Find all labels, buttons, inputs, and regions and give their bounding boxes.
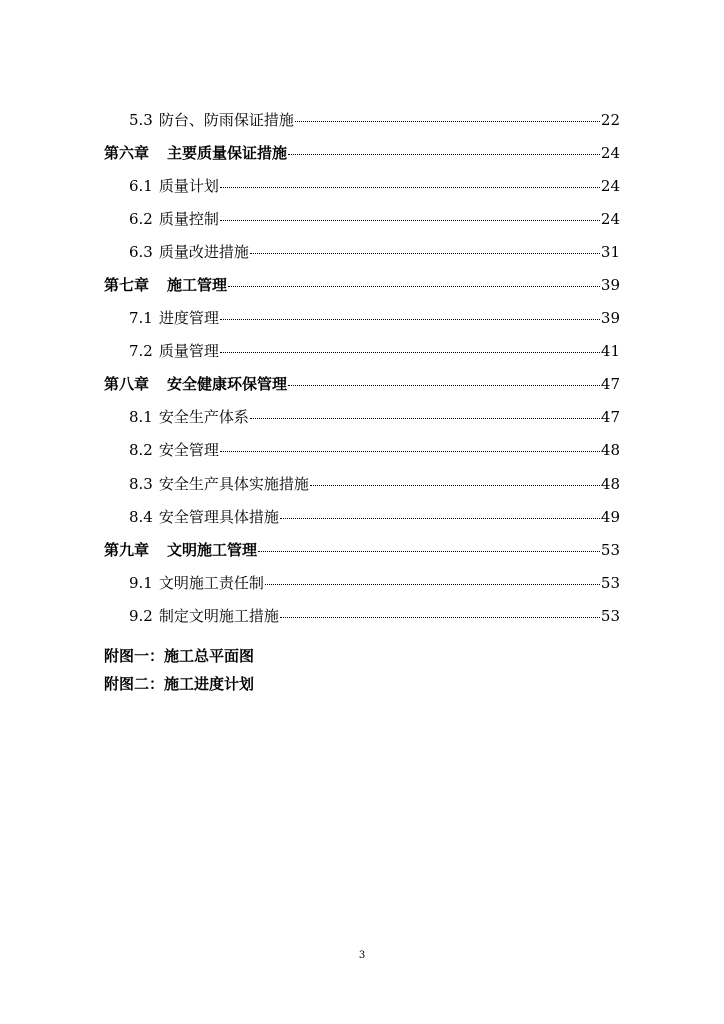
toc-entry-title: 进度管理 (158, 309, 219, 327)
toc-entry-title: 质量管理 (158, 342, 219, 360)
toc-entry-page: 31 (600, 243, 620, 261)
toc-entry-number: 6.3 (129, 243, 153, 261)
toc-chapter-number: 第八章 (104, 375, 150, 393)
dot-leader (280, 518, 600, 519)
toc-entry-number: 7.1 (129, 309, 153, 327)
dot-leader (220, 220, 600, 221)
toc-entry[interactable] (129, 176, 620, 196)
toc-entry-page: 49 (600, 508, 620, 526)
appendix-entry[interactable]: 附图二：施工进度计划 (104, 675, 255, 693)
toc-entry-page: 24 (600, 144, 620, 162)
toc-chapter-number: 第六章 (104, 144, 150, 162)
toc-entry-page: 47 (600, 375, 620, 393)
dot-leader (288, 385, 600, 386)
dot-leader (295, 121, 600, 122)
appendix-entry[interactable]: 附图一：施工总平面图 (104, 647, 255, 665)
toc-entry-page: 47 (600, 408, 620, 426)
toc-entry-page: 39 (600, 276, 620, 294)
toc-entry-page: 53 (600, 574, 620, 592)
toc-entry-title: 质量计划 (158, 177, 219, 195)
toc-entry-title: 防台、防雨保证措施 (158, 111, 294, 129)
toc-entry-number: 9.1 (129, 574, 153, 592)
toc-chapter-number: 第九章 (104, 541, 150, 559)
toc-entry-page: 24 (600, 210, 620, 228)
toc-entry[interactable] (129, 407, 620, 427)
toc-entry-number: 8.4 (129, 508, 153, 526)
dot-leader (265, 584, 600, 585)
toc-entry-page: 48 (600, 441, 620, 459)
toc-entry[interactable] (129, 242, 620, 262)
toc-chapter-entry[interactable] (104, 275, 620, 295)
toc-entry-number: 6.1 (129, 177, 153, 195)
toc-entry-number: 8.2 (129, 441, 153, 459)
toc-chapter-title: 施工管理 (167, 276, 228, 294)
toc-entry-number: 9.2 (129, 607, 153, 625)
dot-leader (280, 617, 600, 618)
dot-leader (258, 551, 600, 552)
toc-entry-number: 7.2 (129, 342, 153, 360)
toc-chapter-entry[interactable] (104, 374, 620, 394)
toc-chapter-title: 主要质量保证措施 (167, 144, 288, 162)
toc-chapter-entry[interactable] (104, 540, 620, 560)
toc-entry-title: 安全管理 (158, 441, 219, 459)
toc-entry-page: 53 (600, 607, 620, 625)
toc-entry-title: 安全生产具体实施措施 (158, 475, 309, 493)
toc-entry[interactable] (129, 308, 620, 328)
toc-entry-title: 安全管理具体措施 (158, 508, 279, 526)
dot-leader (310, 485, 600, 486)
toc-entry[interactable] (129, 209, 620, 229)
toc-entry-title: 制定文明施工措施 (158, 607, 279, 625)
toc-entry-page: 48 (600, 475, 620, 493)
toc-entry-page: 22 (600, 111, 620, 129)
toc-entry[interactable] (129, 606, 620, 626)
dot-leader (228, 286, 600, 287)
toc-entry-number: 5.3 (129, 111, 153, 129)
toc-entry-page: 53 (600, 541, 620, 559)
toc-entry-title: 安全生产体系 (158, 408, 249, 426)
toc-entry-title: 质量控制 (158, 210, 219, 228)
toc-chapter-entry[interactable] (104, 143, 620, 163)
toc-entry-page: 24 (600, 177, 620, 195)
toc-entry-number: 6.2 (129, 210, 153, 228)
dot-leader (220, 319, 600, 320)
page-number: 3 (358, 950, 366, 961)
toc-entry-title: 质量改进措施 (158, 243, 249, 261)
toc-entry-page: 41 (600, 342, 620, 360)
toc-chapter-number: 第七章 (104, 276, 150, 294)
dot-leader (250, 418, 600, 419)
dot-leader (288, 154, 600, 155)
toc-entry-title: 文明施工责任制 (158, 574, 264, 592)
toc-entry[interactable] (129, 507, 620, 527)
toc-entry-number: 8.3 (129, 475, 153, 493)
dot-leader (220, 451, 600, 452)
toc-entry[interactable] (129, 110, 620, 130)
toc-entry[interactable] (129, 341, 620, 361)
dot-leader (220, 187, 600, 188)
toc-chapter-title: 文明施工管理 (167, 541, 258, 559)
toc-entry[interactable] (129, 440, 620, 460)
dot-leader (220, 352, 600, 353)
toc-entry-number: 8.1 (129, 408, 153, 426)
dot-leader (250, 253, 600, 254)
toc-entry[interactable] (129, 474, 620, 494)
toc-entry[interactable] (129, 573, 620, 593)
toc-entry-page: 39 (600, 309, 620, 327)
toc-chapter-title: 安全健康环保管理 (167, 375, 288, 393)
